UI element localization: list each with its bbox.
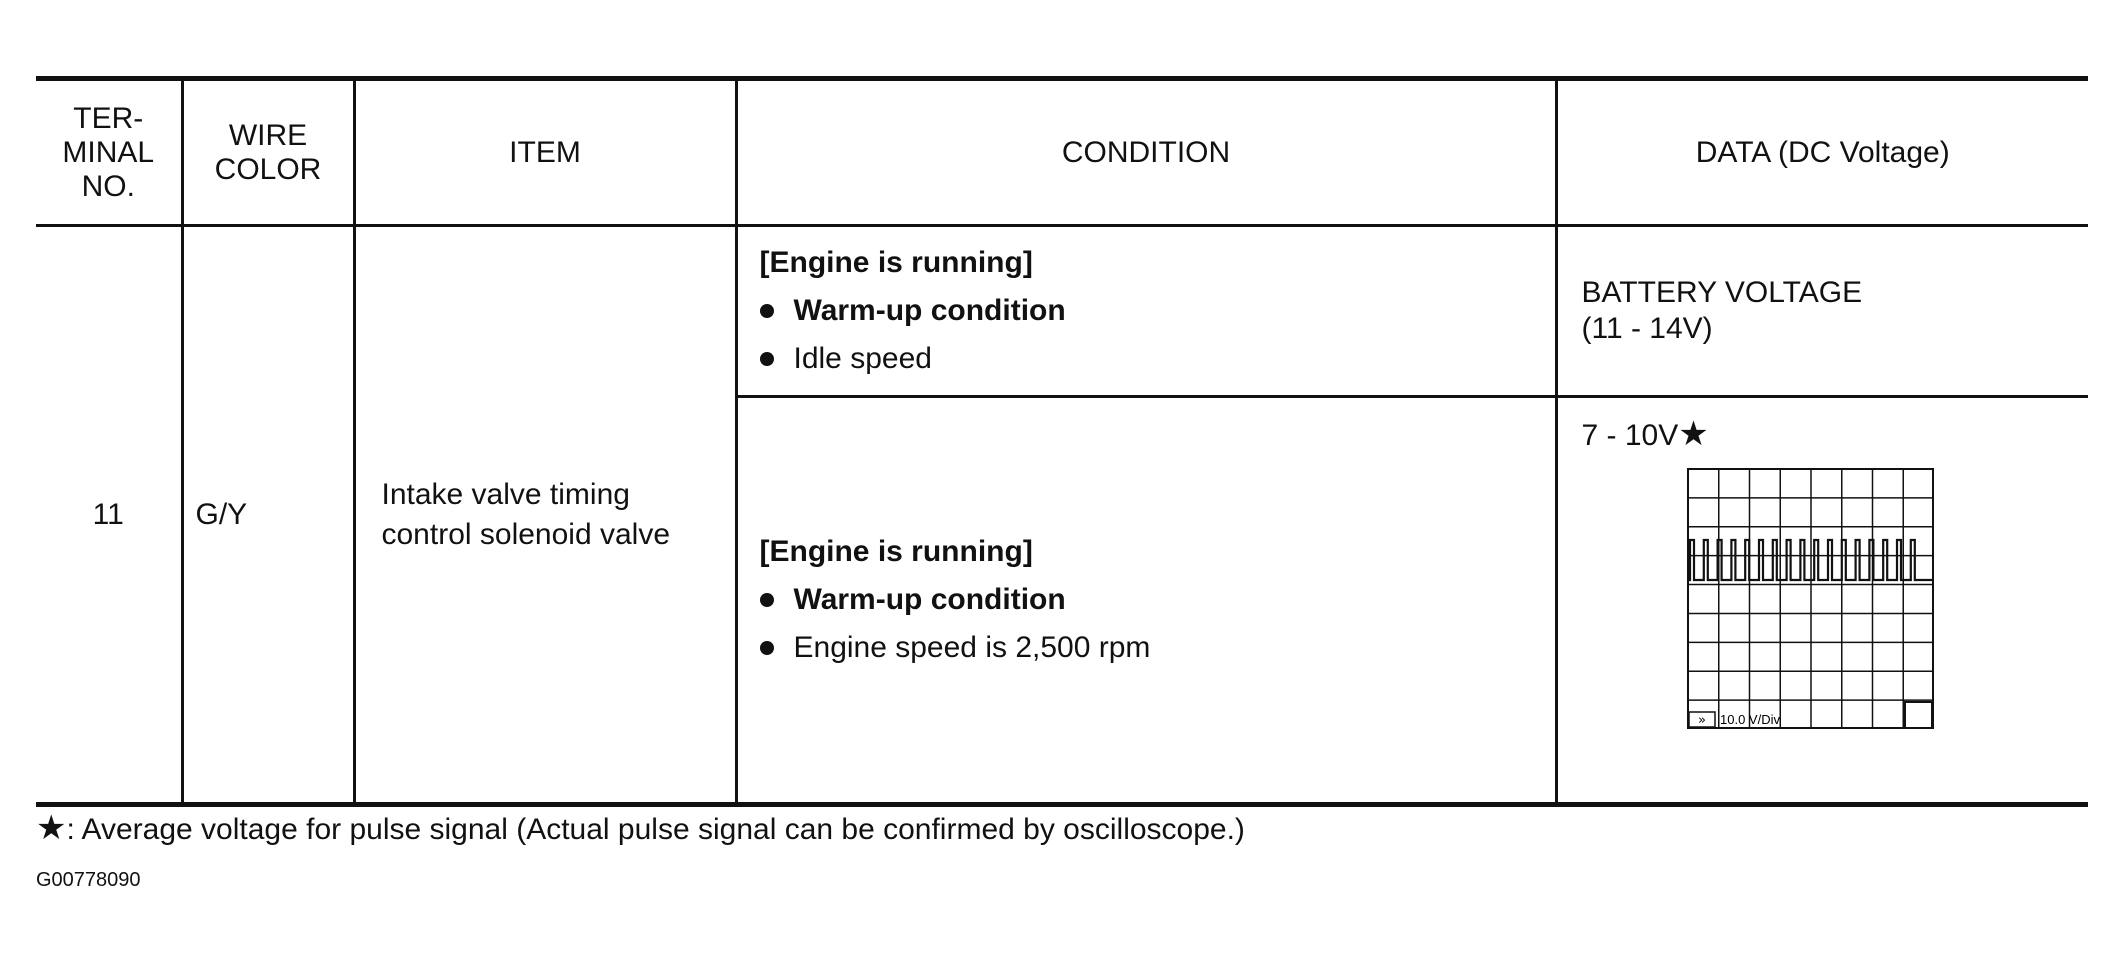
footnote (36, 808, 1245, 848)
table-header-row (36, 79, 2088, 226)
condition-bullet: Engine speed is 2,500 rpm (760, 631, 1555, 665)
table-row (36, 226, 2088, 397)
bullet-icon (760, 641, 774, 655)
scope-scale-label: 10.0 V/Div (1719, 712, 1780, 727)
terminal-data-table (36, 76, 2088, 807)
wire-color: G/Y (182, 226, 354, 805)
terminal-number: 11 (36, 226, 182, 805)
footnote-text: : Average voltage for pulse signal (Actual pulse signal can be confirmed by oscilloscope.) (66, 813, 1245, 846)
header-data: DATA (DC Voltage) (1556, 79, 2088, 226)
item-description: Intake valve timing control solenoid valve (354, 226, 736, 805)
figure-id: G00778090 (36, 869, 141, 891)
condition-bullet: Idle speed (760, 342, 1555, 376)
condition-bullet: Warm-up condition (760, 583, 1555, 617)
condition-heading: [Engine is running] (759, 535, 1033, 568)
bullet-icon (760, 352, 774, 366)
condition-heading: [Engine is running] (759, 246, 1033, 279)
header-wire-color: WIRE COLOR (182, 79, 354, 226)
condition-bullet: Warm-up condition (760, 294, 1555, 328)
bullet-icon (760, 304, 774, 318)
data-value: 7 - 10V★ (1581, 415, 1709, 453)
data-idle: BATTERY VOLTAGE (11 - 14V) (1556, 226, 2088, 397)
data-2500rpm (1556, 397, 2088, 805)
oscilloscope-screen (1687, 468, 1935, 730)
oscilloscope-waveform (1687, 468, 1935, 730)
bullet-icon (760, 593, 774, 607)
header-terminal-no: TER- MINAL NO. (36, 79, 182, 226)
condition-idle (736, 226, 1556, 397)
condition-2500rpm (736, 397, 1556, 805)
star-icon: ★ (1678, 415, 1709, 453)
header-item: ITEM (354, 79, 736, 226)
scope-marker-icon: » (1697, 713, 1706, 728)
header-condition: CONDITION (736, 79, 1556, 226)
star-icon: ★ (36, 809, 67, 847)
